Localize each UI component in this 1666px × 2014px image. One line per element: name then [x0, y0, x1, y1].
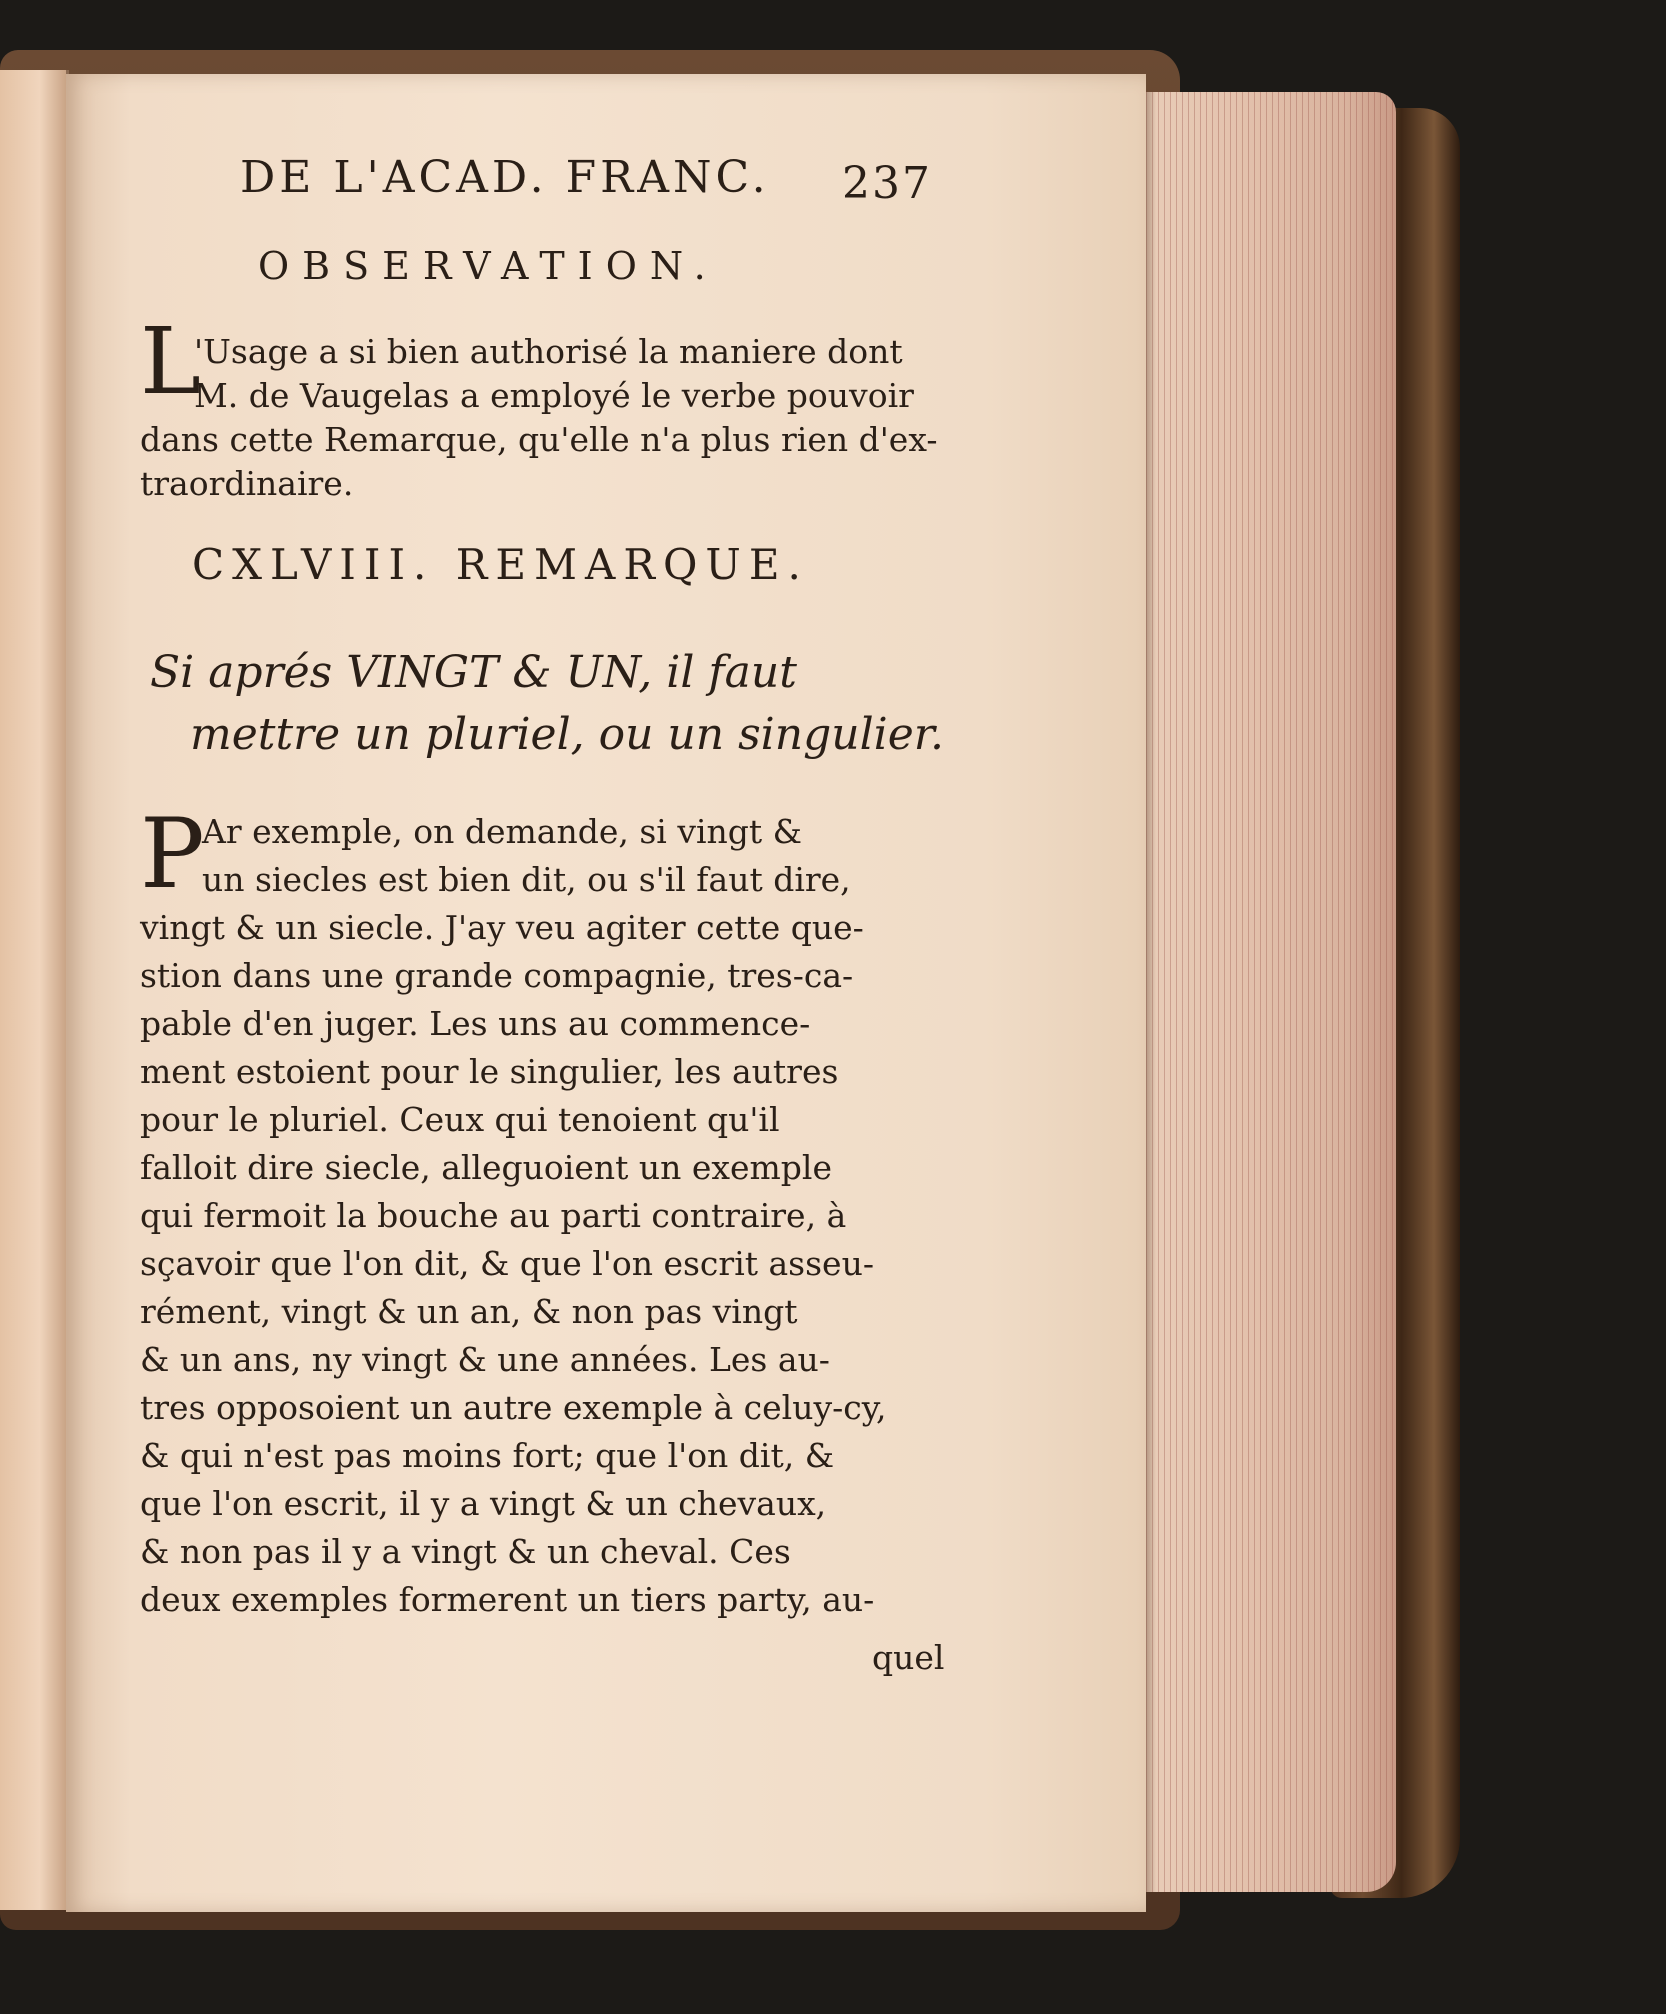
catchword: quel	[872, 1638, 945, 1677]
text-line: pable d'en juger. Les uns au commence-	[140, 1004, 811, 1043]
text-line: ment estoient pour le singulier, les autres	[140, 1052, 839, 1091]
text-line: Ar exemple, on demande, si vingt &	[202, 812, 803, 851]
text-line: & qui n'est pas moins fort; que l'on dit, &	[140, 1436, 835, 1475]
observation-dropcap: L	[140, 308, 202, 415]
page-block-edges	[1146, 92, 1396, 1892]
text-line: & non pas il y a vingt & un cheval. Ces	[140, 1532, 791, 1571]
text-line: pour le pluriel. Ceux qui tenoient qu'il	[140, 1100, 780, 1139]
remarque-dropcap: P	[140, 798, 205, 910]
text-line: qui fermoit la bouche au parti contraire, à	[140, 1196, 847, 1235]
text-line: M. de Vaugelas a employé le verbe pouvoir	[194, 376, 914, 415]
left-page-sliver	[0, 70, 69, 1910]
observation-heading: OBSERVATION.	[258, 244, 719, 288]
text-line: falloit dire siecle, alleguoient un exemple	[140, 1148, 833, 1187]
text-line: dans cette Remarque, qu'elle n'a plus rien d'ex-	[140, 420, 938, 459]
text-line: 'Usage a si bien authorisé la maniere dont	[194, 332, 903, 371]
remarque-paragraph	[140, 798, 936, 1624]
subtitle-line: mettre un pluriel, ou un singulier.	[190, 709, 944, 760]
text-line: & un ans, ny vingt & une années. Les au-	[140, 1340, 830, 1379]
text-line: tres opposoient un autre exemple à celuy-cy,	[140, 1388, 887, 1427]
text-line: deux exemples formerent un tiers party, au-	[140, 1580, 875, 1619]
page-edge-shadow	[1146, 92, 1156, 1892]
text-line: stion dans une grande compagnie, tres-ca-	[140, 956, 854, 995]
text-line: sçavoir que l'on dit, & que l'on escrit asseu-	[140, 1244, 874, 1283]
text-line: traordinaire.	[140, 464, 354, 503]
text-line: vingt & un siecle. J'ay veu agiter cette que-	[140, 908, 864, 947]
remarque-heading: CXLVIII. REMARQUE.	[192, 540, 809, 589]
remarque-subtitle	[150, 642, 944, 766]
subtitle-line: Si aprés VINGT & UN, il faut	[150, 647, 797, 698]
text-line: un siecles est bien dit, ou s'il faut dire,	[202, 860, 851, 899]
running-head	[240, 152, 930, 203]
observation-paragraph	[140, 330, 936, 506]
page-number: 237	[842, 158, 932, 209]
text-line: que l'on escrit, il y a vingt & un chevaux,	[140, 1484, 827, 1523]
text-line: rément, vingt & un an, & non pas vingt	[140, 1292, 798, 1331]
running-head-title: DE L'ACAD. FRANC.	[240, 152, 770, 203]
